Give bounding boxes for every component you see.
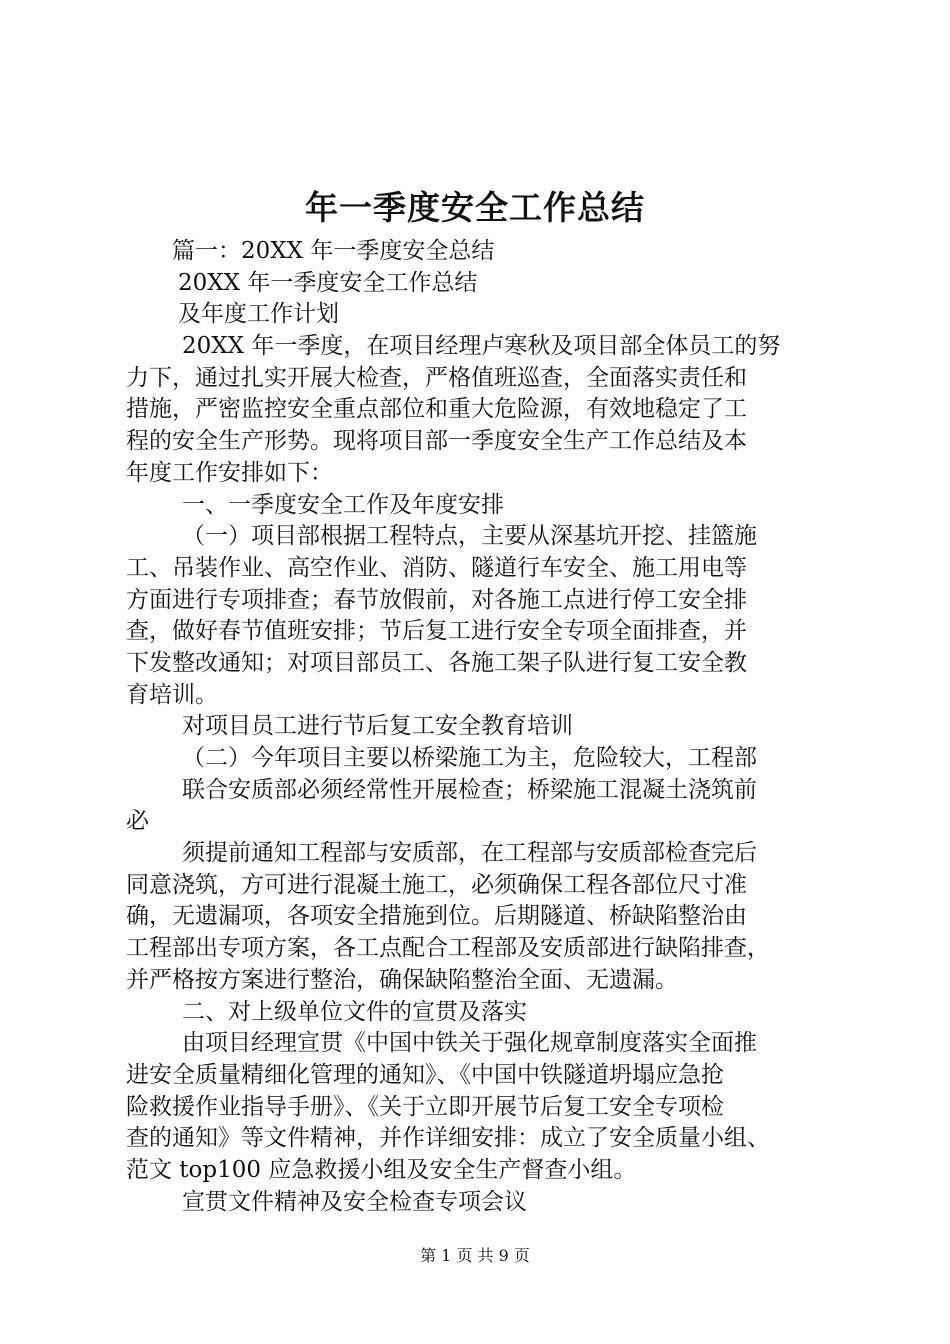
text-line: 对项目员工进行节后复工安全教育培训 (182, 713, 573, 740)
text-line: 及年度工作计划 (178, 301, 339, 328)
text-line: 并严格按方案进行整治，确保缺陷整治全面、无遗漏。 (126, 966, 678, 993)
text-line: 必 (126, 808, 149, 835)
document-body (126, 236, 831, 1218)
text-line: （一）项目部根据工程特点，主要从深基坑开挖、挂篮施 (182, 523, 757, 550)
page-indicator: 第 1 页 共 9 页 (420, 1246, 530, 1265)
text-line: 育培训。 (126, 681, 218, 708)
text-line: 程的安全生产形势。现将项目部一季度安全生产工作总结及本 (126, 428, 747, 455)
text-line: 查，做好春节值班安排；节后复工进行安全专项全面排查，并 (126, 618, 747, 645)
text-line: 进安全质量精细化管理的通知》、《中国中铁隧道坍塌应急抢 (126, 1061, 724, 1088)
document-title: 年一季度安全工作总结 (305, 188, 645, 227)
text-line: 由项目经理宣贯《中国中铁关于强化规章制度落实全面推 (182, 1030, 757, 1057)
section-heading: 一、一季度安全工作及年度安排 (182, 491, 504, 518)
text-line: 同意浇筑，方可进行混凝土施工，必须确保工程各部位尺寸准 (126, 871, 747, 898)
text-line: 20XX 年一季度安全工作总结 (178, 269, 478, 296)
text-line: 篇一：20XX 年一季度安全总结 (172, 238, 495, 264)
text-line: 20XX 年一季度，在项目经理卢寒秋及项目部全体员工的努 (182, 333, 781, 360)
text-line: 措施，严密监控安全重点部位和重大危险源，有效地稳定了工 (126, 396, 747, 423)
text-line: 宣贯文件精神及安全检查专项会议 (182, 1188, 527, 1215)
text-line: 方面进行专项排查；春节放假前，对各施工点进行停工安全排 (126, 586, 747, 613)
text-line: （二）今年项目主要以桥梁施工为主，危险较大，工程部 (182, 745, 757, 771)
text-line: 下发整改通知；对项目部员工、各施工架子队进行复工安全教 (126, 649, 747, 676)
text-line: 力下，通过扎实开展大检查，严格值班巡查，全面落实责任和 (126, 364, 747, 391)
text-line: 须提前通知工程部与安质部，在工程部与安质部检查完后 (182, 840, 757, 867)
text-line: 联合安质部必须经常性开展检查；桥梁施工混凝土浇筑前 (182, 776, 757, 803)
text-line: 确，无遗漏项，各项安全措施到位。后期隧道、桥缺陷整治由 (126, 903, 747, 930)
section-heading: 二、对上级单位文件的宣贯及落实 (182, 998, 527, 1025)
text-line: 查的通知》等文件精神，并作详细安排：成立了安全质量小组、 (126, 1125, 770, 1152)
text-line: 范文 top100 应急救援小组及安全生产督查小组。 (126, 1156, 637, 1183)
text-line: 险救援作业指导手册》、《关于立即开展节后复工安全专项检 (126, 1093, 724, 1120)
text-line: 工程部出专项方案，各工点配合工程部及安质部进行缺陷排查， (126, 935, 770, 962)
text-line: 工、吊装作业、高空作业、消防、隧道行车安全、施工用电等 (126, 554, 747, 581)
text-line: 年度工作安排如下： (126, 459, 333, 486)
